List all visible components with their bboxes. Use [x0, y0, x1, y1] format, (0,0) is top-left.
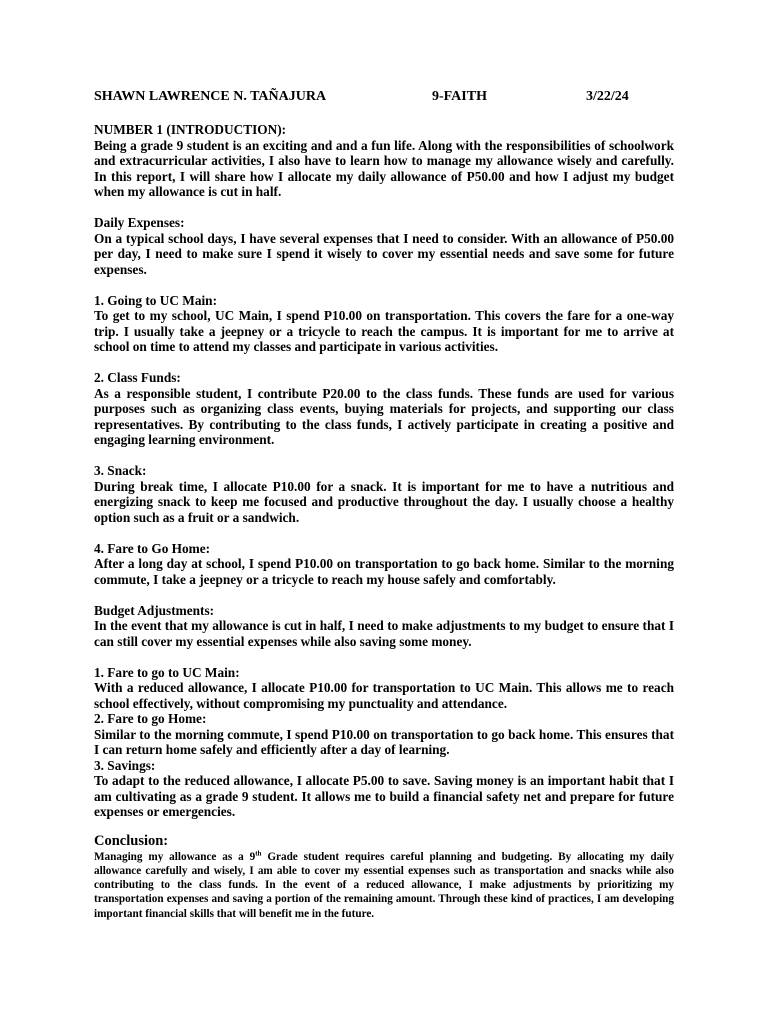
student-name: SHAWN LAWRENCE N. TAÑAJURA	[94, 89, 327, 104]
budget-adjustments-body: In the event that my allowance is cut in half, I need to make adjustments to my budget to ensure that I can still cover my essential expenses while also saving some money.	[94, 618, 674, 649]
expense-item-title: 4. Fare to Go Home:	[94, 540, 211, 556]
adjustment-item-body: Similar to the morning commute, I spend P10.00 on transportation to go back home. This ensures that I can return home safely and efficiently after a day of learning.	[94, 726, 674, 757]
adjustment-item-body: To adapt to the reduced allowance, I allocate P5.00 to save. Saving money is an important habit that I am cultivating as a grade 9 student. It allows me to build a financial safety net and prepare for future expenses or emergencies.	[94, 773, 674, 819]
expense-item-title: 3. Snack:	[94, 463, 147, 478]
expense-item-body: During break time, I allocate P10.00 for a snack. It is important for me to have a nutritious and energizing snack to keep me focused and productive throughout the day. I usually choose a healthy option such as a fruit or a sandwich.	[94, 478, 674, 525]
expense-item-fare-home	[94, 541, 674, 588]
conclusion-text-rest: Grade student requires careful planning and budgeting. By allocating my daily allowance carefully and wisely, I am able to cover my essential expenses such as transportation and snacks while also contributing to the class funds. In the event of a reduced allowance, I make adjustments by prioritizing my transportation expenses and saving a portion of the remaining amount. Through these kind of practices, I am developing important financial skills that will benefit me in the future.	[94, 850, 674, 920]
budget-adjustments-section	[94, 603, 674, 650]
intro-section	[94, 122, 674, 200]
conclusion-text-start: Managing my allowance as a 9	[94, 850, 256, 863]
expense-item-body: To get to my school, UC Main, I spend P10.00 on transportation. This covers the fare for a one-way trip. I usually take a jeepney or a tricycle to reach the campus. It is important for me to arrive at school on time to attend my classes and participate in various activities.	[94, 308, 674, 354]
expense-item-snack	[94, 463, 674, 525]
student-section: 9-FAITH	[432, 89, 487, 104]
document-header	[94, 88, 674, 106]
conclusion-title: Conclusion:	[94, 832, 169, 849]
ordinal-superscript: th	[255, 848, 262, 857]
adjustment-list	[94, 665, 674, 820]
document-date: 3/22/24	[586, 89, 629, 104]
adjustment-item-body: With a reduced allowance, I allocate P10.00 for transportation to UC Main. This allows me to reach school effectively, without compromising my punctuality and attendance.	[94, 680, 674, 711]
intro-body: Being a grade 9 student is an exciting and and a fun life. Along with the responsibilities of schoolwork and extracurricular activities, I also have to learn how to manage my allowance wisely and carefully. In this report, I will share how I allocate my daily allowance of P50.00 and how I adjust my budget when my allowance is cut in half.	[94, 137, 674, 199]
budget-adjustments-title: Budget Adjustments:	[94, 602, 215, 618]
expense-item-class-funds	[94, 370, 674, 448]
expense-item-body: After a long day at school, I spend P10.00 on transportation to go back home. Similar to the morning commute, I take a jeepney or a tricycle to reach my house safely and comfortably.	[94, 556, 674, 587]
adjustment-item-title: 3. Savings:	[94, 757, 156, 773]
expense-item-title: 2. Class Funds:	[94, 370, 181, 385]
daily-expenses-body: On a typical school days, I have several expenses that I need to consider. With an allowance of P50.00 per day, I need to make sure I spend it wisely to cover my essential needs and save some for future expenses.	[94, 230, 674, 277]
document-page	[94, 88, 674, 921]
expense-item-title: 1. Going to UC Main:	[94, 292, 217, 308]
daily-expenses-section	[94, 215, 674, 277]
adjustment-item-title: 1. Fare to go to UC Main:	[94, 664, 240, 680]
expense-item-body: As a responsible student, I contribute P20.00 to the class funds. These funds are used for various purposes such as organizing class events, buying materials for projects, and supporting our class representatives. By contributing to the class funds, I actively participate in creating a positive and engaging learning environment.	[94, 385, 674, 447]
daily-expenses-title: Daily Expenses:	[94, 215, 185, 230]
intro-title: NUMBER 1 (INTRODUCTION):	[94, 122, 287, 137]
expense-item-fare-to-school	[94, 293, 674, 355]
adjustment-item-title: 2. Fare to go Home:	[94, 711, 207, 726]
conclusion-body	[94, 850, 674, 921]
